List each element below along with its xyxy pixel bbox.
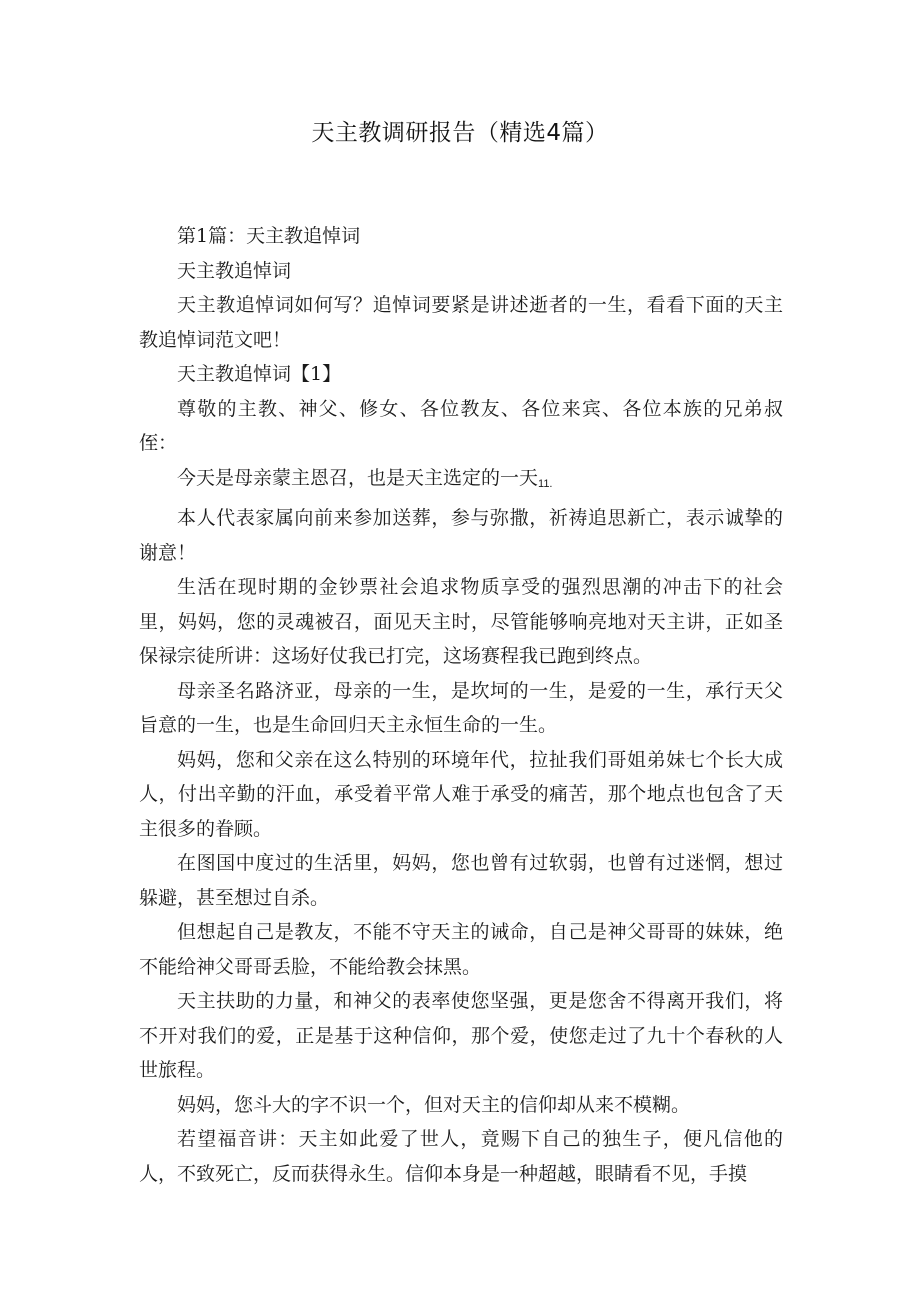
paragraph: 妈妈，您斗大的字不识一个，但对天主的信仰却从来不模糊。 bbox=[177, 1093, 691, 1116]
paragraph: 生活在现时期的金钞票社会追求物质享受的强烈思潮的冲击下的社会里，妈妈，您的灵魂被召，面见天主时，尽管能够响亮地对天主讲，正如圣保禄宗徒所讲：这场好仗我已打完，这场赛程我已跑到终点。 bbox=[139, 576, 783, 667]
paragraph: 尊敬的主教、神父、修女、各位教友、各位来宾、各位本族的兄弟叔侄： bbox=[139, 397, 783, 454]
footnote-marker: 11. bbox=[538, 477, 553, 490]
paragraph: 妈妈，您和父亲在这么特别的环境年代，拉扯我们哥姐弟妹七个长大成人，付出辛勤的汗血，承受着平常人难于承受的痛苦，那个地点也包含了天主很多的眷顾。 bbox=[139, 748, 783, 840]
paragraph: 若望福音讲：天主如此爱了世人，竟赐下自己的独生子，便凡信他的人，不致死亡，反而获得永生。信仰本身是一种超越，眼睛看不见，手摸 bbox=[139, 1128, 783, 1185]
paragraph: 在图国中度过的生活里，妈妈，您也曾有过软弱，也曾有过迷惘，想过躲避，甚至想过自杀。 bbox=[139, 852, 783, 909]
document-body bbox=[139, 219, 783, 1191]
paragraph-with-footnote bbox=[139, 461, 783, 502]
paragraph-text: 今天是母亲蒙主恩召，也是天主选定的一天 bbox=[177, 466, 539, 489]
document-title: 天主教调研报告（精选4篇） bbox=[311, 120, 609, 146]
paragraph: 母亲圣名路济亚，母亲的一生，是坎坷的一生，是爱的一生，承行天父旨意的一生，也是生命回归天主永恒生命的一生。 bbox=[139, 679, 783, 736]
subsection-heading: 天主教追悼词 bbox=[177, 259, 292, 282]
paragraph: 本人代表家属向前来参加送葬，参与弥撒，祈祷追思新亡，表示诚挚的谢意！ bbox=[139, 507, 783, 564]
paragraph: 天主扶助的力量，和神父的表率使您坚强，更是您舍不得离开我们，将不开对我们的爱，正是基于这种信仰，那个爱，使您走过了九十个春秋的人世旅程。 bbox=[139, 990, 783, 1081]
subsection-heading: 天主教追悼词【1】 bbox=[177, 363, 342, 385]
paragraph: 天主教追悼词如何写？追悼词要紧是讲述逝者的一生，看看下面的天主教追悼词范文吧！ bbox=[139, 294, 783, 351]
paragraph: 但想起自己是教友，不能不守天主的诫命，自己是神父哥哥的妹妹，绝不能给神父哥哥丢脸，不能给教会抹黑。 bbox=[139, 921, 783, 978]
section-heading: 第1篇：天主教追悼词 bbox=[177, 225, 361, 247]
